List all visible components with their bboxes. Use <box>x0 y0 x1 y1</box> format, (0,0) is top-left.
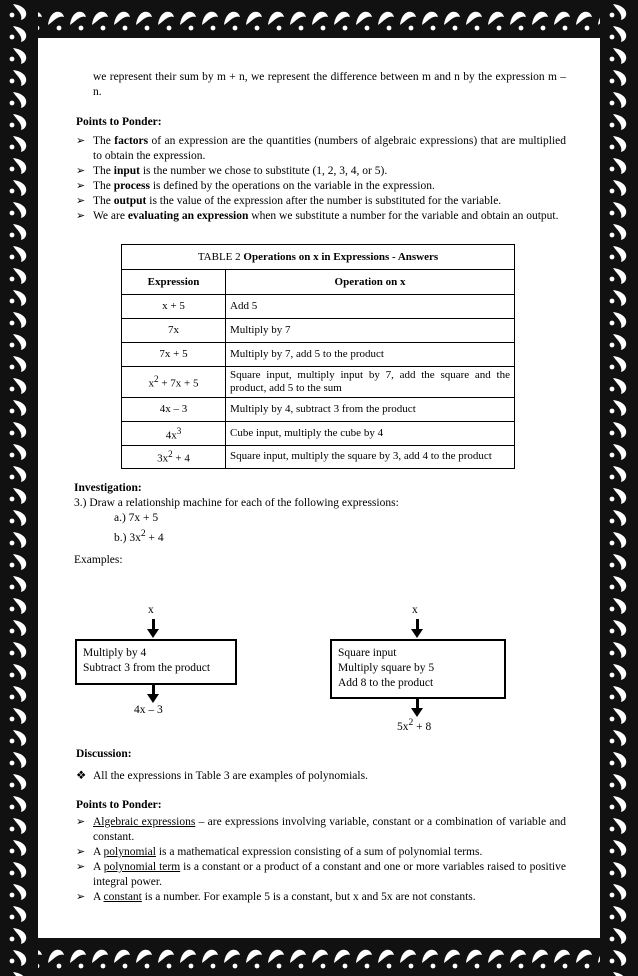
table-row: 7x Multiply by 7 <box>122 319 515 343</box>
border-motif <box>610 730 627 746</box>
border-motif <box>576 950 592 969</box>
border-motif <box>610 444 627 460</box>
border-motif <box>10 884 27 900</box>
border-motif <box>180 950 196 969</box>
border-motif <box>610 554 627 570</box>
border-motif <box>10 906 27 922</box>
table-row: 4x – 3 Multiply by 4, subtract 3 from the product <box>122 398 515 422</box>
border-motif <box>610 862 627 878</box>
border-motif <box>610 796 627 812</box>
border-motif <box>10 26 27 42</box>
border-motif <box>610 884 627 900</box>
border-motif <box>10 290 27 306</box>
border-motif <box>136 950 152 969</box>
border-motif <box>610 950 627 966</box>
border-motif <box>576 12 592 31</box>
border-motif <box>422 12 438 31</box>
border-motif <box>10 422 27 438</box>
border-motif <box>610 70 627 86</box>
border-motif <box>532 12 548 31</box>
border-left <box>0 0 38 976</box>
border-motif <box>92 12 108 31</box>
border-motif <box>114 12 130 31</box>
border-motif <box>610 422 627 438</box>
border-motif <box>510 950 526 969</box>
border-motif <box>610 708 627 724</box>
border-motif <box>610 202 627 218</box>
column-header-expression: Expression <box>122 270 226 295</box>
table-row: x + 5 Add 5 <box>122 295 515 319</box>
border-motif <box>10 642 27 658</box>
arrow-bullet-icon: ➢ <box>76 861 86 873</box>
border-motif <box>334 950 350 969</box>
border-motif <box>92 950 108 969</box>
border-motif <box>10 334 27 350</box>
table-row: $x^2 + 7x + 5$ Square input, multiply input by 7, add the square and the product, add 5 to the sum <box>122 367 515 398</box>
border-motif <box>10 92 27 108</box>
border-motif <box>466 950 482 969</box>
border-motif <box>554 12 570 31</box>
machine-2-input: x <box>412 604 418 616</box>
machine-1-output: 4x – 3 <box>134 704 163 716</box>
border-motif <box>10 774 27 790</box>
border-motif <box>610 598 627 614</box>
border-motif <box>610 26 627 42</box>
border-motif <box>488 950 504 969</box>
list-item: ➢ We are evaluating an expression when we substitute a number for the variable and obtain an output. <box>76 210 559 222</box>
border-motif <box>610 510 627 526</box>
arrow-bullet-icon: ➢ <box>76 195 86 207</box>
border-motif <box>334 12 350 31</box>
border-motif <box>10 862 27 878</box>
border-motif <box>158 12 174 31</box>
border-motif <box>610 466 627 482</box>
arrow-bullet-icon: ➢ <box>76 846 86 858</box>
border-motif <box>400 12 416 31</box>
border-motif <box>532 950 548 969</box>
border-motif <box>48 950 64 969</box>
border-motif <box>10 246 27 262</box>
border-motif <box>610 114 627 130</box>
ponder-heading-1: Points to Ponder: <box>76 116 162 128</box>
border-motif <box>246 950 262 969</box>
border-motif <box>610 334 627 350</box>
border-motif <box>444 12 460 31</box>
border-motif <box>10 796 27 812</box>
border-motif <box>10 224 27 240</box>
border-top <box>0 0 638 38</box>
border-motif <box>10 70 27 86</box>
border-motif <box>554 950 570 969</box>
border-motif <box>10 818 27 834</box>
border-motif <box>10 576 27 592</box>
border-motif <box>10 444 27 460</box>
border-motif <box>10 532 27 548</box>
border-motif <box>10 356 27 372</box>
border-motif <box>312 12 328 31</box>
border-motif <box>268 12 284 31</box>
border-motif <box>290 950 306 969</box>
border-motif <box>10 598 27 614</box>
border-motif <box>246 12 262 31</box>
border-motif <box>610 92 627 108</box>
border-motif <box>10 114 27 130</box>
investigation-item-b: b.) $3x^2 + 4$ <box>114 527 164 544</box>
operations-table <box>121 244 515 469</box>
examples-heading: Examples: <box>74 554 123 567</box>
border-motif <box>312 950 328 969</box>
column-header-operation: Operation on x <box>226 270 515 295</box>
border-motif <box>10 950 27 966</box>
border-motif <box>444 950 460 969</box>
arrow-bullet-icon: ➢ <box>76 180 86 192</box>
table-caption: TABLE 2 Operations on x in Expressions - Answers <box>122 245 515 270</box>
border-motif <box>48 12 64 31</box>
border-motif <box>10 840 27 856</box>
border-motif <box>610 48 627 64</box>
border-motif <box>610 4 627 20</box>
list-item: ➢ The factors of an expression are the quantities (numbers of algebraic expressions) that are multiplied to obtain the expression. <box>76 135 566 162</box>
border-motif <box>224 12 240 31</box>
border-motif <box>610 378 627 394</box>
border-motif <box>610 576 627 592</box>
border-motif <box>114 950 130 969</box>
arrow-bullet-icon: ➢ <box>76 816 86 828</box>
border-motif <box>610 752 627 768</box>
diamond-bullet-icon: ❖ <box>76 770 87 782</box>
list-item: ➢ A polynomial is a mathematical expression consisting of a sum of polynomial terms. <box>76 846 483 858</box>
border-motif <box>202 950 218 969</box>
border-motif <box>10 136 27 152</box>
border-motif <box>10 400 27 416</box>
border-motif <box>10 620 27 636</box>
border-motif <box>10 488 27 504</box>
border-motif <box>510 12 526 31</box>
investigation-item-a: a.) 7x + 5 <box>114 511 159 524</box>
border-motif <box>356 12 372 31</box>
border-motif <box>10 4 27 20</box>
arrow-bullet-icon: ➢ <box>76 165 86 177</box>
border-motif <box>202 12 218 31</box>
machine-1-input: x <box>148 604 154 616</box>
border-motif <box>610 268 627 284</box>
border-motif <box>10 268 27 284</box>
border-motif <box>610 642 627 658</box>
border-motif <box>466 12 482 31</box>
border-motif <box>422 950 438 969</box>
investigation-task: 3.) Draw a relationship machine for each of the following expressions: <box>74 496 399 509</box>
border-motif <box>610 136 627 152</box>
border-motif <box>610 818 627 834</box>
border-motif <box>610 906 627 922</box>
border-motif <box>10 554 27 570</box>
border-motif <box>356 950 372 969</box>
border-motif <box>610 224 627 240</box>
border-motif <box>10 708 27 724</box>
border-motif <box>224 950 240 969</box>
list-item: ➢ Algebraic expressions – are expressions involving variable, constant or a combination of variable and constant. <box>76 816 566 843</box>
discussion-heading: Discussion: <box>76 748 132 760</box>
border-motif <box>10 378 27 394</box>
list-item: ➢ A constant is a number. For example 5 is a constant, but x and 5x are not constants. <box>76 891 476 903</box>
border-motif <box>378 950 394 969</box>
border-motif <box>610 664 627 680</box>
border-motif <box>610 972 627 976</box>
discussion-section <box>76 747 566 905</box>
border-motif <box>10 466 27 482</box>
ponder-list-1 <box>76 134 566 224</box>
border-right <box>600 0 638 976</box>
border-motif <box>610 158 627 174</box>
border-motif <box>10 510 27 526</box>
border-motif <box>610 356 627 372</box>
border-motif <box>10 928 27 944</box>
table-row: 7x + 5 Multiply by 7, add 5 to the product <box>122 343 515 367</box>
border-motif <box>610 180 627 196</box>
border-motif <box>610 840 627 856</box>
list-item: ➢ A polynomial term is a constant or a product of a constant and one or more variables raised to positive integral power. <box>76 861 566 888</box>
border-motif <box>180 12 196 31</box>
border-motif <box>70 12 86 31</box>
table-row: $3x^2 + 4$ Square input, multiply the square by 3, add 4 to the product <box>122 446 515 469</box>
border-motif <box>70 950 86 969</box>
border-motif <box>610 488 627 504</box>
border-motif <box>610 620 627 636</box>
border-motif <box>290 12 306 31</box>
border-motif <box>610 686 627 702</box>
border-motif <box>610 532 627 548</box>
arrow-bullet-icon: ➢ <box>76 210 86 222</box>
border-motif <box>10 158 27 174</box>
arrow-bullet-icon: ➢ <box>76 891 86 903</box>
table-row: $4x^3$ Cube input, multiply the cube by 4 <box>122 422 515 446</box>
arrow-bullet-icon: ➢ <box>76 135 86 147</box>
intro-paragraph: we represent their sum by m + n, we represent the difference between m and n by the expression m – n. <box>93 71 566 98</box>
border-motif <box>10 752 27 768</box>
border-motif <box>488 12 504 31</box>
machine-2-output: $5x^2 + 8$ <box>397 717 432 733</box>
border-motif <box>268 950 284 969</box>
border-motif <box>10 180 27 196</box>
list-item: ➢ The input is the number we chose to substitute (1, 2, 3, 4, or 5). <box>76 165 388 177</box>
border-motif <box>610 312 627 328</box>
machine-2-box: Square input Multiply square by 5 Add 8 to the product <box>330 639 506 699</box>
border-motif <box>10 48 27 64</box>
ponder-list-2 <box>76 815 566 905</box>
list-item: ➢ The process is defined by the operations on the variable in the expression. <box>76 180 435 192</box>
investigation-heading: Investigation: <box>74 481 142 494</box>
border-motif <box>10 312 27 328</box>
border-motif <box>10 686 27 702</box>
border-motif <box>136 12 152 31</box>
machine-1-box: Multiply by 4 Subtract 3 from the product <box>75 639 237 685</box>
border-motif <box>158 950 174 969</box>
border-motif <box>10 972 27 976</box>
border-motif <box>10 730 27 746</box>
border-motif <box>610 290 627 306</box>
border-motif <box>400 950 416 969</box>
border-motif <box>10 664 27 680</box>
border-motif <box>610 774 627 790</box>
list-item: ➢ The output is the value of the expression after the number is substituted for the variable. <box>76 195 502 207</box>
border-motif <box>10 202 27 218</box>
border-motif <box>610 246 627 262</box>
border-bottom <box>0 938 638 976</box>
ponder-heading-2: Points to Ponder: <box>76 799 162 811</box>
discussion-text: ❖ All the expressions in Table 3 are examples of polynomials. <box>76 770 368 782</box>
border-motif <box>378 12 394 31</box>
border-motif <box>610 928 627 944</box>
border-motif <box>610 400 627 416</box>
page-content <box>76 70 566 568</box>
